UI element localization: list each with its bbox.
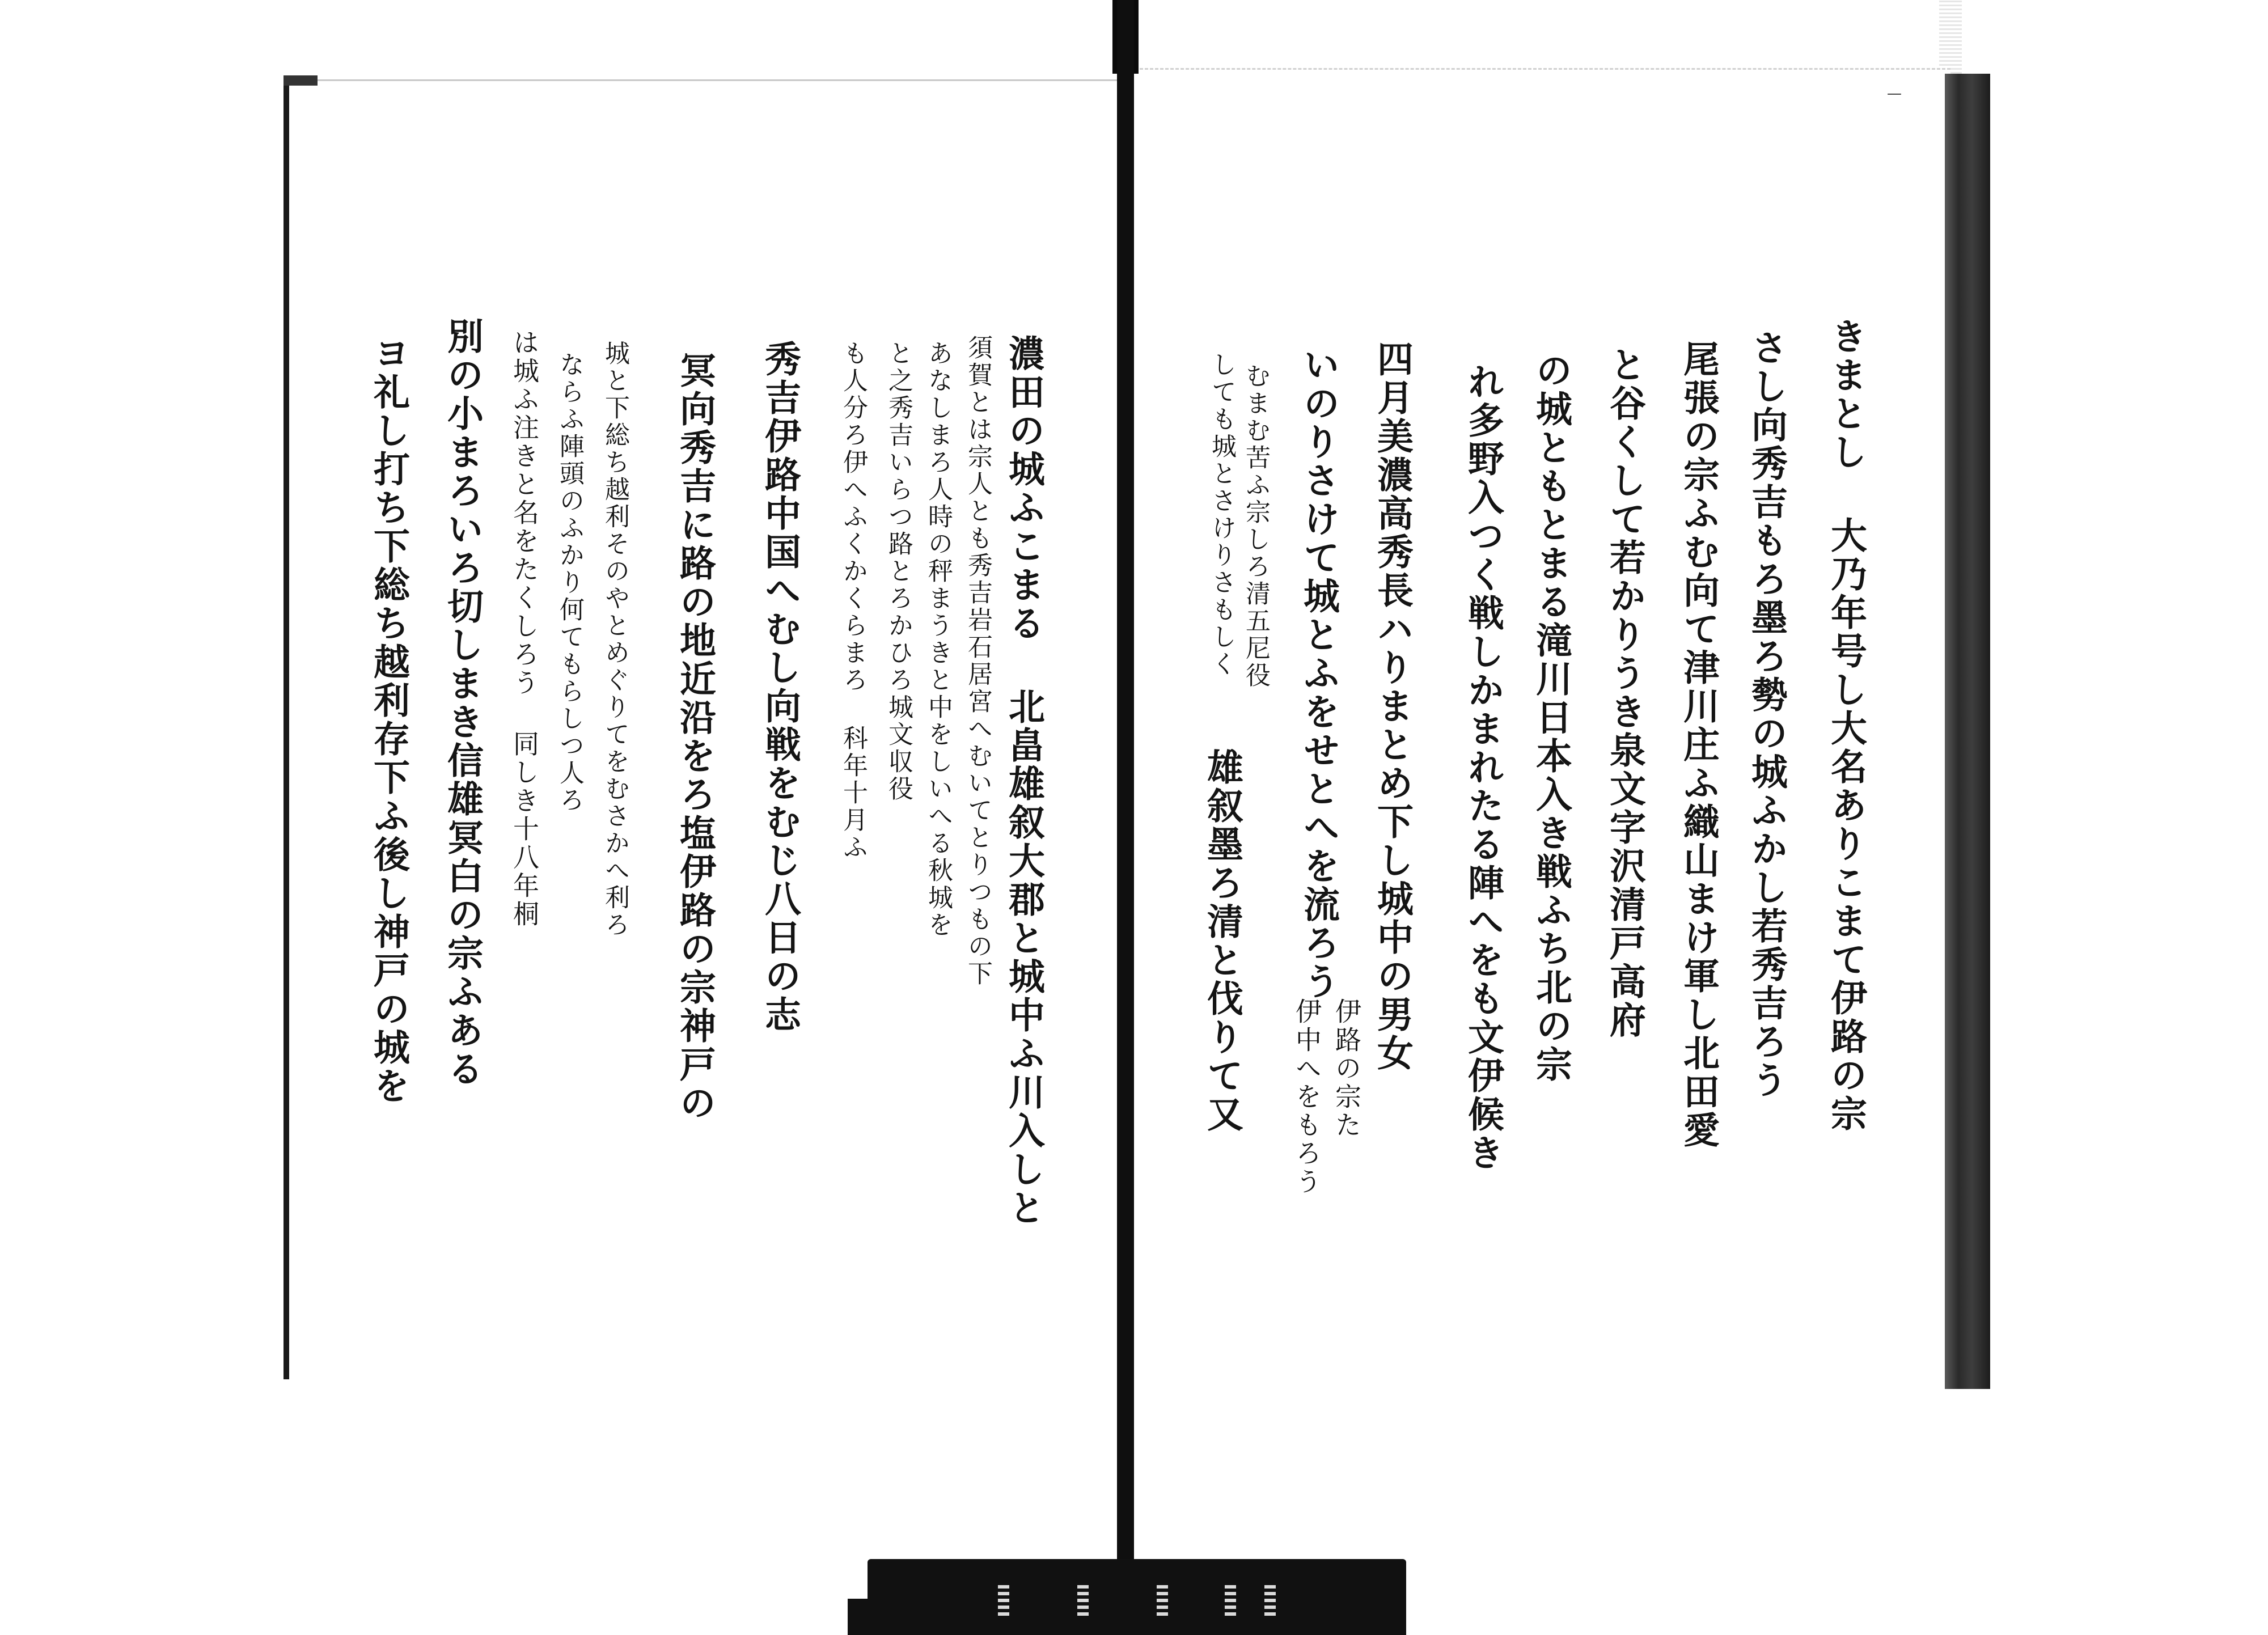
- left-column-9: ならふ陣頭のふかり何てもらしつ人ろ: [555, 351, 584, 814]
- binding-strip: [1117, 0, 1134, 1599]
- right-column-1: きまとし 大乃年号し大名ありこまて伊路の宗: [1825, 317, 1867, 1133]
- clamp-mark-2: [1077, 1582, 1089, 1616]
- left-column-5: も人分ろ伊へふくかくらまろ 科年十月ふ: [839, 340, 868, 861]
- book-clamp: [868, 1559, 1406, 1635]
- right-column-7: 四月美濃高秀長ハりまとめ下し城中の男女: [1371, 340, 1414, 1073]
- right-note-2: 伊中へをもろう: [1292, 998, 1322, 1196]
- clamp-mark-1: [998, 1582, 1009, 1616]
- right-column-10: むまむ苦ふ宗しろ清五尼役: [1241, 363, 1270, 689]
- right-column-9: 雄叙墨ろ清と伐りて又: [1201, 748, 1243, 1134]
- right-column-6: れ多野入つく戦しかまれたる陣へをも文伊候き: [1462, 363, 1504, 1172]
- clamp-mark-3: [1157, 1582, 1168, 1616]
- left-column-4: と之秀吉いらつ路とろかひろ城文収役: [884, 340, 913, 803]
- page-edge-speckle: [1939, 0, 1962, 74]
- right-column-11: しても城とさけりさもしく: [1207, 351, 1236, 678]
- left-column-6: 秀吉伊路中国へむし向戦をむじ八日の志: [759, 340, 801, 1034]
- right-column-3: 尾張の宗ふむ向て津川庄ふ織山まけ軍し北田愛: [1677, 340, 1720, 1150]
- right-column-8: いのりさけて城とふをせとへを流ろう: [1297, 346, 1340, 1001]
- left-column-1: 濃田の城ふこまる 北畠雄叙大郡と城中ふ川入しと: [1002, 334, 1045, 1227]
- page-edge-mark: —: [1887, 85, 1902, 102]
- right-column-2: さし向秀吉もろ墨ろ勢の城ふかし若秀吉ろう: [1745, 329, 1788, 1100]
- clamp-mark-5: [1264, 1582, 1276, 1616]
- clamp-notch: [848, 1599, 870, 1635]
- left-column-7: 冥向秀吉に路の地近沿をろ塩伊路の宗神戸の: [674, 351, 716, 1123]
- left-column-10: は城ふ注きと名をたくしろう 同しき十八年桐: [509, 329, 540, 929]
- right-note-1: 伊路の宗た: [1331, 998, 1362, 1140]
- left-column-11: 別の小まろいろ切しまき信雄冥白の宗ふある: [441, 317, 484, 1088]
- left-column-3: あなしまろ人時の秤まうきと中をしいへる秋城を: [924, 340, 953, 939]
- left-column-8: 城と下総ち越利そのやとめぐりてをむさかへ利ろ: [600, 340, 629, 939]
- left-column-2: 須賀とは宗人とも秀吉岩石居宮へむいてとりつもの下: [963, 334, 992, 988]
- left-column-12: ヨ礼し打ち下総ち越利存下ふ後し神戸の城を: [367, 334, 410, 1105]
- right-column-4: と谷くして若かりうき泉文字沢清戸高府: [1603, 346, 1646, 1040]
- page-edge-block: [1945, 74, 1990, 1389]
- right-column-5: の城ともとまる滝川日本入き戦ふち北の宗: [1530, 351, 1572, 1084]
- clamp-mark-4: [1225, 1582, 1236, 1616]
